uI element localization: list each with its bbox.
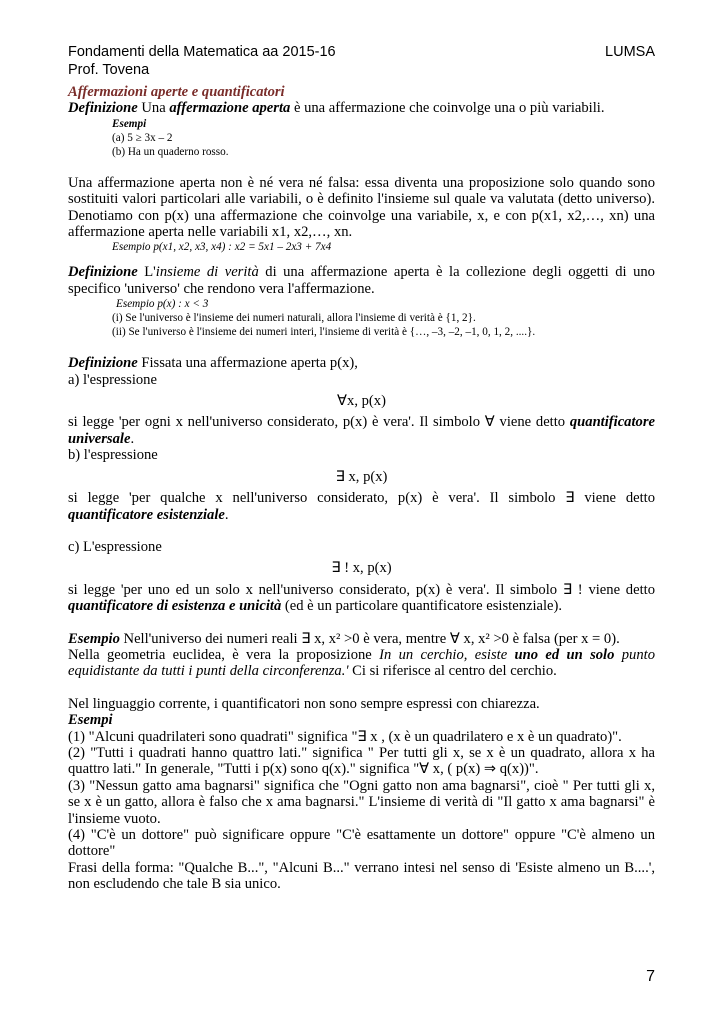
course-title: Fondamenti della Matematica aa 2015-16 bbox=[68, 44, 336, 60]
examples-label-text: Esempi bbox=[68, 712, 113, 729]
example-bold-italic: uno ed un solo bbox=[514, 646, 615, 663]
closing-paragraph: Frasi della forma: "Qualche B...", "Alcuni B..." verrano intesi nel senso di 'Esiste almeno un B....', non escludendo che tale B sia unico. bbox=[68, 859, 655, 893]
defined-term: insieme di verità bbox=[155, 264, 259, 281]
example-label: Esempio bbox=[68, 630, 120, 647]
examples-label bbox=[68, 117, 655, 131]
item-label: c) L'espressione bbox=[68, 538, 162, 555]
example-italic: punto equidistante da tutti i punti della circonferenza.' bbox=[68, 646, 655, 680]
definition-quantifiers bbox=[68, 355, 655, 371]
definition-truth-set bbox=[68, 264, 655, 297]
professor-name: Prof. Tovena bbox=[68, 62, 150, 78]
example-geometry bbox=[68, 647, 655, 680]
example-line: Esempio p(x1, x2, x3, x4) : x2 = 5x1 – 2x3 + 7x4 bbox=[112, 241, 332, 254]
example-item: (a) 5 ≥ 3x – 2 bbox=[112, 131, 173, 144]
example-item: (ii) Se l'universo è l'insieme dei numeri interi, l'insieme di verità è {…, –3, –2, –1, 0, 1, 2, ....}. bbox=[112, 326, 536, 339]
paragraph-open-statement: Una affermazione aperta non è né vera né falsa: essa diventa una proposizione solo quando sono sostituiti valori particolari alle variabili, o è definito l'insieme sul quale va valutata (detto universo). Denotiamo con p(x) una affermazione che coinvolge una variabile, x, e con p(x1, x2,…, xn) una affermazione aperta nelle variabili x1, x2,…, xn. bbox=[68, 174, 655, 241]
item-text-span: (ed è un particolare quantificatore esistenziale). bbox=[281, 598, 563, 615]
example-text: Ci si riferisce al centro del cerchio. bbox=[348, 663, 557, 680]
item-text-span: si legge 'per ogni x nell'universo considerato, p(x) è vera'. Il simbolo ∀ viene detto bbox=[68, 414, 570, 431]
example-item-1: (1) "Alcuni quadrilateri sono quadrati" significa "∃ x , (x è un quadrilatero e x è un quadrato)". bbox=[68, 728, 622, 745]
page-body bbox=[68, 84, 655, 893]
item-text bbox=[68, 582, 655, 615]
example-text: Nella geometria euclidea, è vera la proposizione bbox=[68, 646, 380, 663]
definition-text: Fissata una affermazione aperta p(x), bbox=[137, 355, 358, 372]
defined-term: affermazione aperta bbox=[169, 100, 291, 117]
formula-universal: ∀x, p(x) bbox=[337, 393, 386, 410]
defined-term: quantificatore esistenziale bbox=[68, 506, 225, 523]
university-name: LUMSA bbox=[605, 44, 655, 60]
defined-term: quantificatore di esistenza e unicità bbox=[68, 598, 282, 615]
definition-text: L' bbox=[137, 264, 156, 281]
item-text: si legge 'per qualche x nell'universo considerato, p(x) è vera'. Il simbolo ∃ viene detto quantificatore esistenziale. bbox=[68, 490, 655, 523]
examples-label-text: Esempi bbox=[112, 117, 147, 130]
formula-unique-existential: ∃ ! x, p(x) bbox=[331, 560, 392, 577]
example-item: (i) Se l'universo è l'insieme dei numeri naturali, allora l'insieme di verità è {1, 2}. bbox=[112, 312, 476, 325]
examples-intro: Nel linguaggio corrente, i quantificatori non sono sempre espressi con chiarezza. bbox=[68, 695, 540, 712]
example-head: Esempio p(x) : x < 3 bbox=[116, 298, 209, 311]
definition-label: Definizione bbox=[68, 264, 138, 281]
example-text: Nell'universo dei numeri reali ∃ x, x² >0 è vera, mentre ∀ x, x² >0 è falsa (per x = 0). bbox=[119, 630, 620, 647]
item-text-span: si legge 'per uno ed un solo x nell'universo considerato, p(x) è vera'. Il simbolo ∃ ! viene detto bbox=[68, 581, 655, 598]
formula-existential: ∃ x, p(x) bbox=[335, 468, 388, 485]
item-text-span: si legge 'per qualche x nell'universo considerato, p(x) è vera'. Il simbolo ∃ viene detto bbox=[68, 490, 655, 507]
definition-label: Definizione bbox=[68, 100, 138, 117]
definition-text: è una affermazione che coinvolge una o più variabili. bbox=[290, 100, 605, 117]
example-italic: In un cerchio, esiste bbox=[379, 646, 515, 663]
item-label: a) l'espressione bbox=[68, 371, 157, 388]
example-reals bbox=[68, 631, 655, 647]
definition-open-statement bbox=[68, 100, 655, 116]
item-text: si legge 'per ogni x nell'universo considerato, p(x) è vera'. Il simbolo ∀ viene detto quantificatore universale. bbox=[68, 414, 655, 447]
definition-text: Una bbox=[137, 100, 170, 117]
definition-text: di una affermazione aperta è la collezione degli oggetti di uno specifico 'universo' che rendono vera l'affermazione. bbox=[68, 264, 655, 297]
example-item-2: (2) "Tutti i quadrati hanno quattro lati." significa " Per tutti gli x, se x è un quadrato, allora x ha quattro lati." In generale, "Tutti i p(x) sono q(x)." significa "∀ x, ( p(x) ⇒ q(x))". bbox=[68, 744, 655, 778]
section-title: Affermazioni aperte e quantificatori bbox=[68, 84, 285, 100]
example-item-4: (4) "C'è un dottore" può significare oppure "C'è esattamente un dottore" oppure "C'è almeno un dottore" bbox=[68, 827, 655, 860]
defined-term: quantificatore universale bbox=[68, 414, 655, 447]
definition-label: Definizione bbox=[68, 355, 138, 372]
example-item: (b) Ha un quaderno rosso. bbox=[112, 145, 229, 158]
item-label: b) l'espressione bbox=[68, 447, 158, 464]
examples-label bbox=[68, 712, 655, 728]
page-number: 7 bbox=[646, 968, 655, 985]
example-item-3: (3) "Nessun gatto ama bagnarsi" significa che "Ogni gatto non ama bagnarsi", cioè " Per tutti gli x, se x è un gatto, allora è falso che x ama bagnarsi." L'insieme di verità di "Il gatto x ama bagnarsi" è l'insieme vuoto. bbox=[68, 777, 655, 827]
